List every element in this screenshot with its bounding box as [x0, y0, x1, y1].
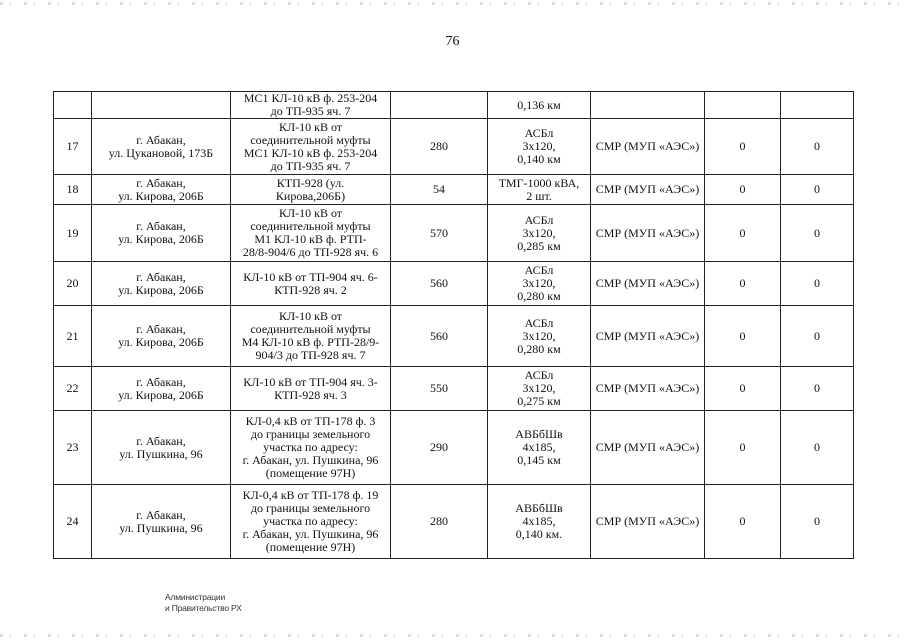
- cell-value-b: [781, 411, 854, 485]
- cell-value-a: [705, 205, 781, 262]
- cell-address: [92, 367, 231, 411]
- cell-value-a: [705, 367, 781, 411]
- cell-cable-spec: [488, 262, 591, 306]
- cell-row-number: [54, 205, 92, 262]
- value-b-text: 0: [814, 139, 820, 153]
- cell-row-number: [54, 367, 92, 411]
- capacity-text: 280: [430, 139, 448, 153]
- cell-organization: [591, 306, 705, 367]
- cell-address: [92, 92, 231, 119]
- address-text: г. Абакан, ул. Кирова, 206Б: [118, 374, 204, 402]
- cell-capacity: [391, 411, 488, 485]
- cell-row-number: [54, 92, 92, 119]
- cell-organization: [591, 175, 705, 205]
- cell-capacity: [391, 485, 488, 559]
- organization-text: СМР (МУП «АЭС»): [595, 440, 700, 454]
- cell-cable-spec: [488, 367, 591, 411]
- row-number-text: 24: [66, 514, 79, 528]
- cell-capacity: [391, 306, 488, 367]
- cell-address: [92, 119, 231, 175]
- address-text: г. Абакан, ул. Цукановой, 173Б: [108, 132, 214, 160]
- cell-capacity: [391, 175, 488, 205]
- value-a-text: 0: [739, 139, 746, 153]
- cell-row-number: [54, 306, 92, 367]
- value-a-text: 0: [739, 381, 746, 395]
- cell-capacity: [391, 367, 488, 411]
- cell-object-name: [231, 92, 391, 119]
- cell-address: [92, 411, 231, 485]
- object-name-text: КТП-928 (ул. Кирова,206Б): [275, 175, 346, 203]
- organization-text: СМР (МУП «АЭС»): [595, 182, 700, 196]
- cell-address: [92, 175, 231, 205]
- cell-row-number: [54, 411, 92, 485]
- row-number-text: 23: [66, 440, 79, 454]
- value-b-text: 0: [814, 276, 820, 290]
- cell-object-name: [231, 485, 391, 559]
- capacity-text: 54: [433, 182, 445, 196]
- cell-row-number: [54, 262, 92, 306]
- table-row: [54, 411, 854, 485]
- cable-spec-text: АСБл 3х120, 0,280 км: [517, 263, 561, 303]
- cell-value-b: [781, 92, 854, 119]
- scan-edge-top: [0, 2, 905, 5]
- cell-object-name: [231, 306, 391, 367]
- capacity-text: 570: [430, 225, 448, 240]
- value-b-text: 0: [814, 182, 820, 196]
- cell-object-name: [231, 367, 391, 411]
- organization-text: СМР (МУП «АЭС»): [595, 139, 700, 153]
- cell-capacity: [391, 205, 488, 262]
- organization-text: СМР (МУП «АЭС»): [595, 328, 700, 343]
- cell-capacity: [391, 119, 488, 175]
- value-b-text: 0: [814, 381, 820, 395]
- cell-organization: [591, 367, 705, 411]
- address-text: г. Абакан, ул. Пушкина, 96: [119, 433, 203, 461]
- cell-value-b: [781, 485, 854, 559]
- address-text: г. Абакан, ул. Кирова, 206Б: [118, 322, 204, 349]
- row-number-text: 19: [66, 225, 79, 240]
- cell-address: [92, 262, 231, 306]
- row-number-text: 21: [66, 328, 79, 343]
- organization-text: СМР (МУП «АЭС»): [595, 276, 700, 290]
- cable-spec-text: АВБбШв 4х185, 0,140 км.: [515, 501, 563, 541]
- cell-object-name: [231, 175, 391, 205]
- object-name-text: КЛ-10 кВ от ТП-904 яч. 6- КТП-928 яч. 2: [243, 269, 378, 297]
- object-name-text: КЛ-10 кВ от соединительной муфты МС1 КЛ-10 кВ ф. 253-204 до ТП-935 яч. 7: [243, 119, 378, 173]
- capacity-text: 560: [430, 328, 448, 343]
- page-number: 76: [445, 34, 460, 49]
- stamp-line-2: и Правительство РХ: [165, 603, 242, 613]
- capacity-text: 280: [430, 514, 448, 528]
- cable-spec-text: 0,136 км: [517, 97, 561, 112]
- cell-value-b: [781, 175, 854, 205]
- cell-cable-spec: [488, 485, 591, 559]
- cell-cable-spec: [488, 205, 591, 262]
- cell-organization: [591, 411, 705, 485]
- cable-spec-text: АСБл 3х120, 0,285 км: [517, 212, 561, 253]
- cable-spec-text: АСБл 3х120, 0,280 км: [517, 315, 561, 356]
- cell-organization: [591, 262, 705, 306]
- cell-cable-spec: [488, 411, 591, 485]
- cell-organization: [591, 119, 705, 175]
- object-name-text: КЛ-0,4 кВ от ТП-178 ф. 3 до границы земельного участка по адресу: г. Абакан, ул. Пушкина, 96 (помещение 97Н): [242, 414, 379, 480]
- object-name-text: КЛ-10 кВ от ТП-904 яч. 3- КТП-928 яч. 3: [243, 374, 378, 402]
- organization-text: СМР (МУП «АЭС»): [595, 514, 700, 528]
- value-b-text: 0: [814, 514, 820, 528]
- address-text: г. Абакан, ул. Кирова, 206Б: [118, 175, 204, 203]
- table-row: [54, 119, 854, 175]
- cell-organization: [591, 205, 705, 262]
- cell-row-number: [54, 175, 92, 205]
- cell-row-number: [54, 119, 92, 175]
- row-number-text: 20: [66, 276, 79, 290]
- value-b-text: 0: [814, 225, 820, 240]
- address-text: г. Абакан, ул. Кирова, 206Б: [118, 269, 204, 297]
- cell-value-a: [705, 262, 781, 306]
- infrastructure-table: [53, 91, 854, 559]
- row-number-text: 18: [66, 182, 79, 196]
- cell-address: [92, 205, 231, 262]
- capacity-text: 560: [430, 276, 448, 290]
- cell-value-b: [781, 306, 854, 367]
- cell-value-a: [705, 92, 781, 119]
- row-number-text: 22: [66, 381, 79, 395]
- cable-spec-text: АСБл 3х120, 0,140 км: [517, 126, 561, 166]
- cell-cable-spec: [488, 119, 591, 175]
- table-row: [54, 92, 854, 119]
- stamp-line-1: Алминистрации: [165, 592, 226, 602]
- object-name-text: КЛ-10 кВ от соединительной муфты М1 КЛ-10 кВ ф. РТП- 28/8-904/6 до ТП-928 яч. 6: [242, 206, 379, 259]
- value-b-text: 0: [814, 440, 820, 454]
- cell-capacity: [391, 92, 488, 119]
- cell-address: [92, 485, 231, 559]
- value-a-text: 0: [739, 328, 746, 343]
- organization-text: СМР (МУП «АЭС»): [595, 381, 700, 395]
- cell-object-name: [231, 119, 391, 175]
- table-row: [54, 306, 854, 367]
- scan-edge-bottom: [0, 634, 905, 637]
- table-row: [54, 485, 854, 559]
- cell-organization: [591, 92, 705, 119]
- cell-capacity: [391, 262, 488, 306]
- cable-spec-text: АСБл 3х120, 0,275 км: [517, 368, 561, 408]
- object-name-text: МС1 КЛ-10 кВ ф. 253-204 до ТП-935 яч. 7: [243, 91, 378, 118]
- value-b-text: 0: [814, 328, 820, 343]
- cell-value-a: [705, 175, 781, 205]
- cell-object-name: [231, 262, 391, 306]
- cell-value-a: [705, 411, 781, 485]
- table-row: [54, 205, 854, 262]
- cell-value-a: [705, 306, 781, 367]
- cell-value-b: [781, 367, 854, 411]
- cell-object-name: [231, 411, 391, 485]
- capacity-text: 550: [430, 381, 448, 395]
- value-a-text: 0: [739, 276, 746, 290]
- cable-spec-text: АВБбШв 4х185, 0,145 км: [515, 427, 563, 467]
- cell-cable-spec: [488, 306, 591, 367]
- value-a-text: 0: [739, 225, 746, 240]
- cable-spec-text: ТМГ-1000 кВА, 2 шт.: [498, 175, 580, 203]
- cell-value-b: [781, 119, 854, 175]
- organization-text: СМР (МУП «АЭС»): [595, 225, 700, 240]
- cell-cable-spec: [488, 92, 591, 119]
- cell-value-b: [781, 205, 854, 262]
- cell-organization: [591, 485, 705, 559]
- cell-value-a: [705, 485, 781, 559]
- capacity-text: 290: [430, 440, 448, 454]
- value-a-text: 0: [739, 440, 746, 454]
- table-row: [54, 262, 854, 306]
- address-text: г. Абакан, ул. Кирова, 206Б: [118, 219, 204, 246]
- cell-address: [92, 306, 231, 367]
- value-a-text: 0: [739, 514, 746, 528]
- cell-value-b: [781, 262, 854, 306]
- row-number-text: 17: [66, 139, 79, 153]
- address-text: г. Абакан, ул. Пушкина, 96: [119, 507, 203, 535]
- value-a-text: 0: [739, 182, 746, 196]
- stamp: [165, 592, 242, 614]
- object-name-text: КЛ-10 кВ от соединительной муфты М4 КЛ-10 кВ ф. РТП-28/9- 904/3 до ТП-928 яч. 7: [241, 309, 380, 362]
- object-name-text: КЛ-0,4 кВ от ТП-178 ф. 19 до границы земельного участка по адресу: г. Абакан, ул. Пушкина, 96 (помещение 97Н): [242, 488, 379, 554]
- cell-cable-spec: [488, 175, 591, 205]
- table-row: [54, 175, 854, 205]
- cell-row-number: [54, 485, 92, 559]
- cell-value-a: [705, 119, 781, 175]
- table-row: [54, 367, 854, 411]
- cell-object-name: [231, 205, 391, 262]
